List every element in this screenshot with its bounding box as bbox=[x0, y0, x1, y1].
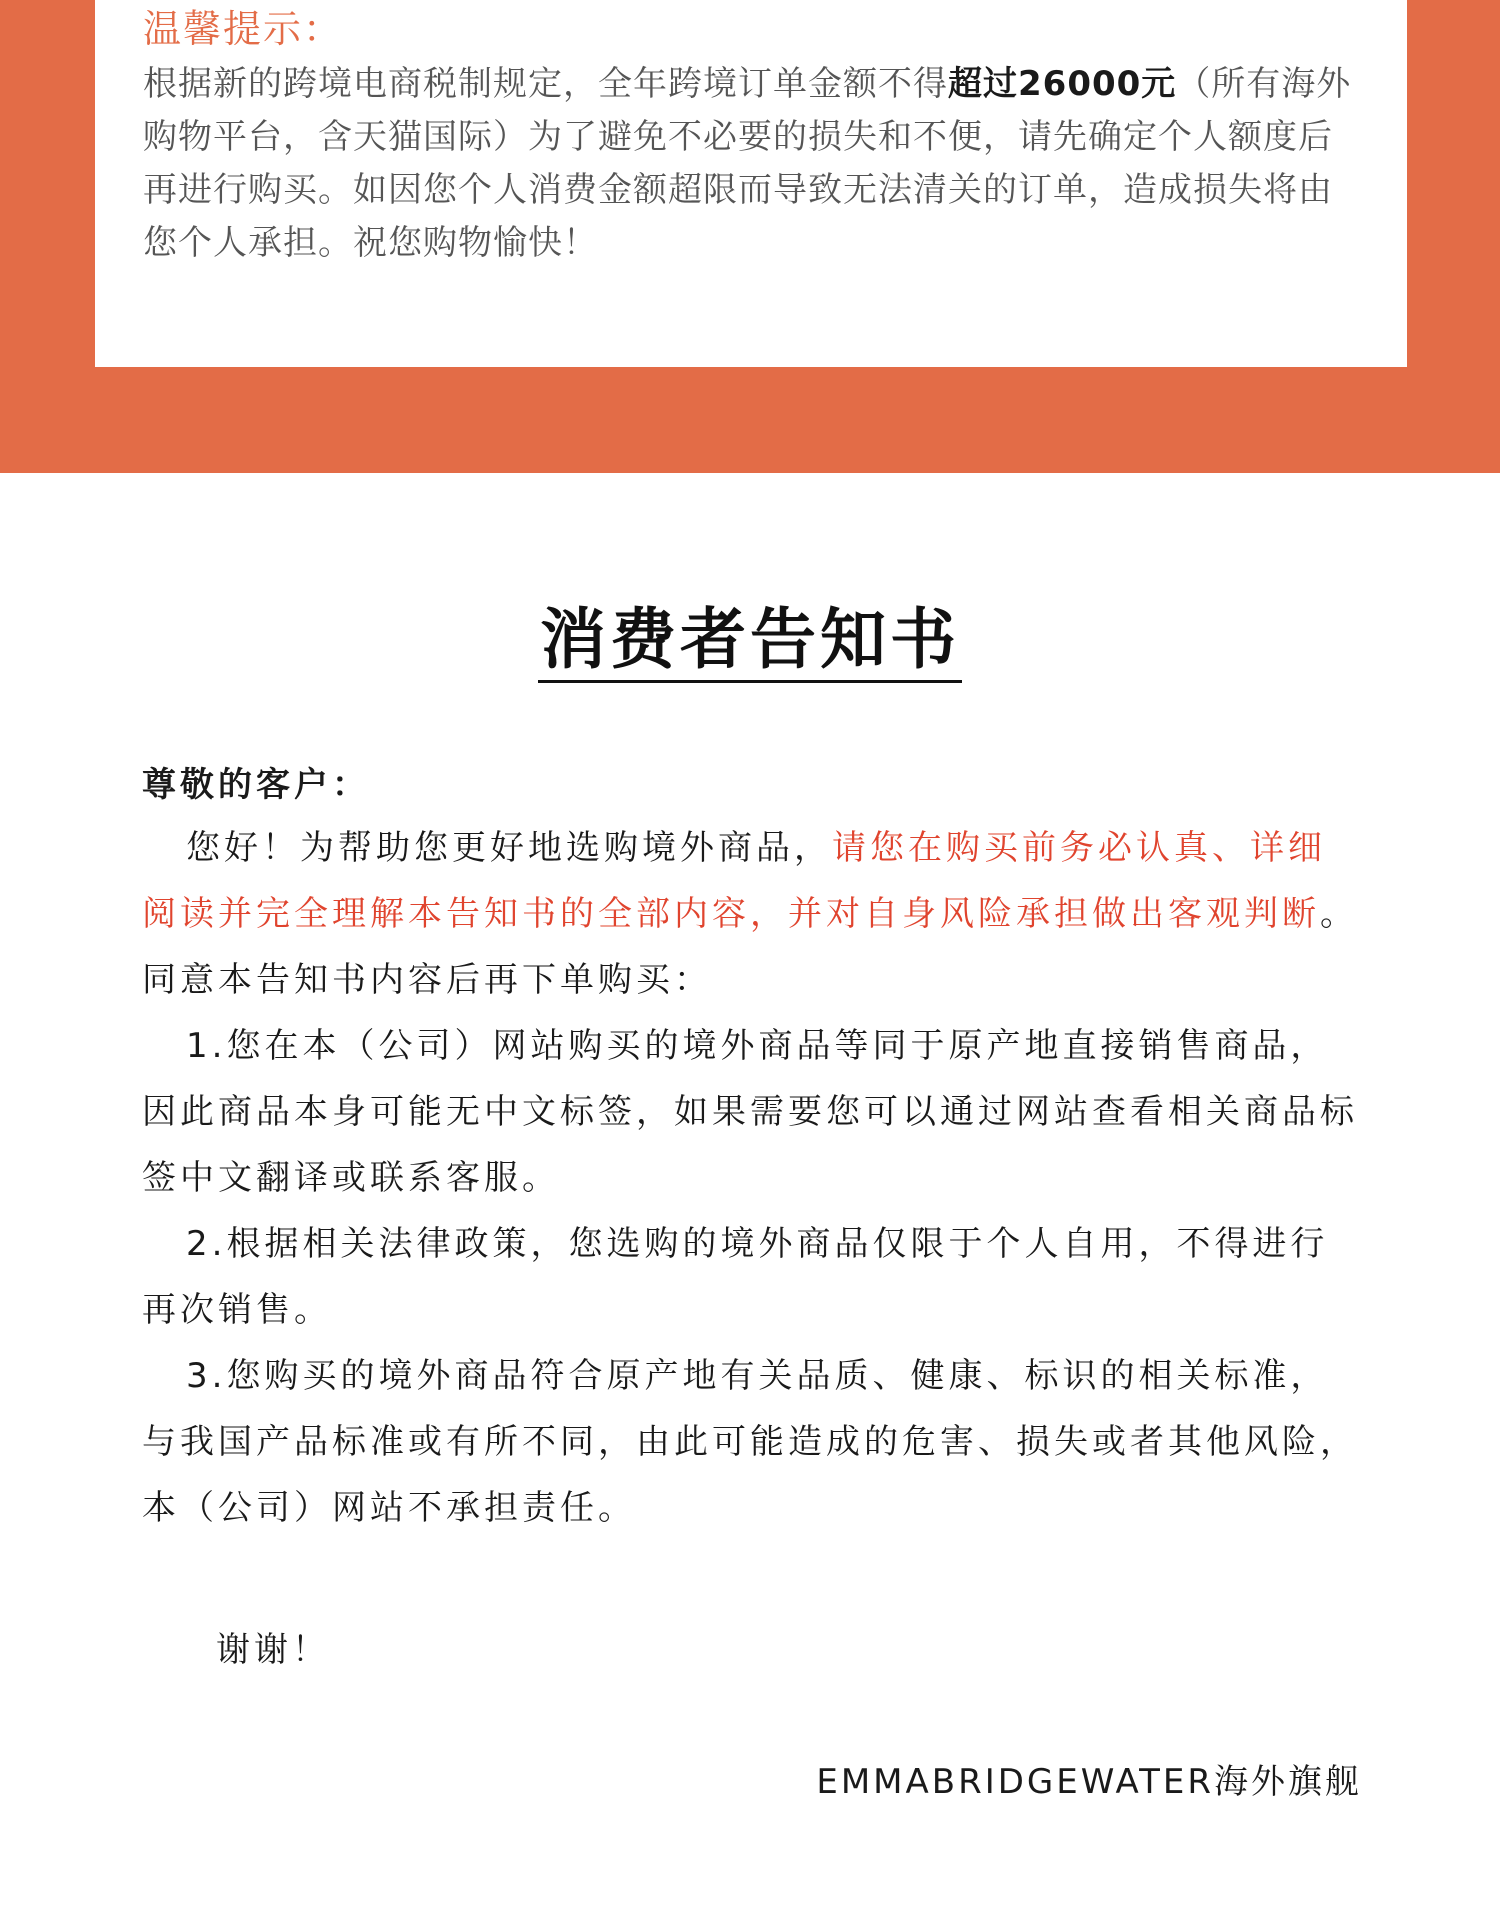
tip-text-pre: 根据新的跨境电商税制规定，全年跨境订单金额不得 bbox=[143, 64, 948, 104]
tip-title: 温馨提示： bbox=[143, 7, 344, 51]
notice-item-3: 3.您购买的境外商品符合原产地有关品质、健康、标识的相关标准，与我国产品标准或有所不同，由此可能造成的危害、损失或者其他风险，本（公司）网站不承担责任。 bbox=[142, 1356, 1358, 1528]
thanks-text: 谢谢！ bbox=[216, 1630, 330, 1670]
notice-title bbox=[0, 600, 1500, 680]
notice-content bbox=[142, 755, 1362, 1541]
tip-body bbox=[143, 58, 1367, 270]
tip-text-post: （所有海外购物平台，含天猫国际）为了避免不必要的损失和不便，请先确定个人额度后再进行购买。如因您个人消费金额超限而导致无法清关的订单，造成损失将由您个人承担。祝您购物愉快！ bbox=[143, 64, 1352, 263]
intro-highlight: 请您在购买前务必认真、详细阅读并完全理解本告知书的全部内容，并对自身风险承担做出客观判断 bbox=[142, 828, 1326, 934]
store-signature: EMMABRIDGEWATER海外旗舰 bbox=[816, 1762, 1362, 1802]
notice-item-1: 1.您在本（公司）网站购买的境外商品等同于原产地直接销售商品，因此商品本身可能无中文标签，如果需要您可以通过网站查看相关商品标签中文翻译或联系客服。 bbox=[142, 1026, 1358, 1198]
tip-card bbox=[95, 0, 1407, 367]
top-orange-band bbox=[0, 0, 1500, 473]
intro-pre: 您好！为帮助您更好地选购境外商品， bbox=[186, 828, 832, 868]
tip-limit-amount: 超过26000元 bbox=[948, 64, 1177, 104]
intro-post: 。同意本告知书内容后再下单购买： bbox=[142, 894, 1358, 1000]
greeting: 尊敬的客户： bbox=[142, 765, 370, 805]
notice-title-text: 消费者告知书 bbox=[538, 601, 962, 683]
intro-paragraph bbox=[142, 815, 1362, 1013]
notice-item-2: 2.根据相关法律政策，您选购的境外商品仅限于个人自用，不得进行再次销售。 bbox=[142, 1224, 1329, 1330]
